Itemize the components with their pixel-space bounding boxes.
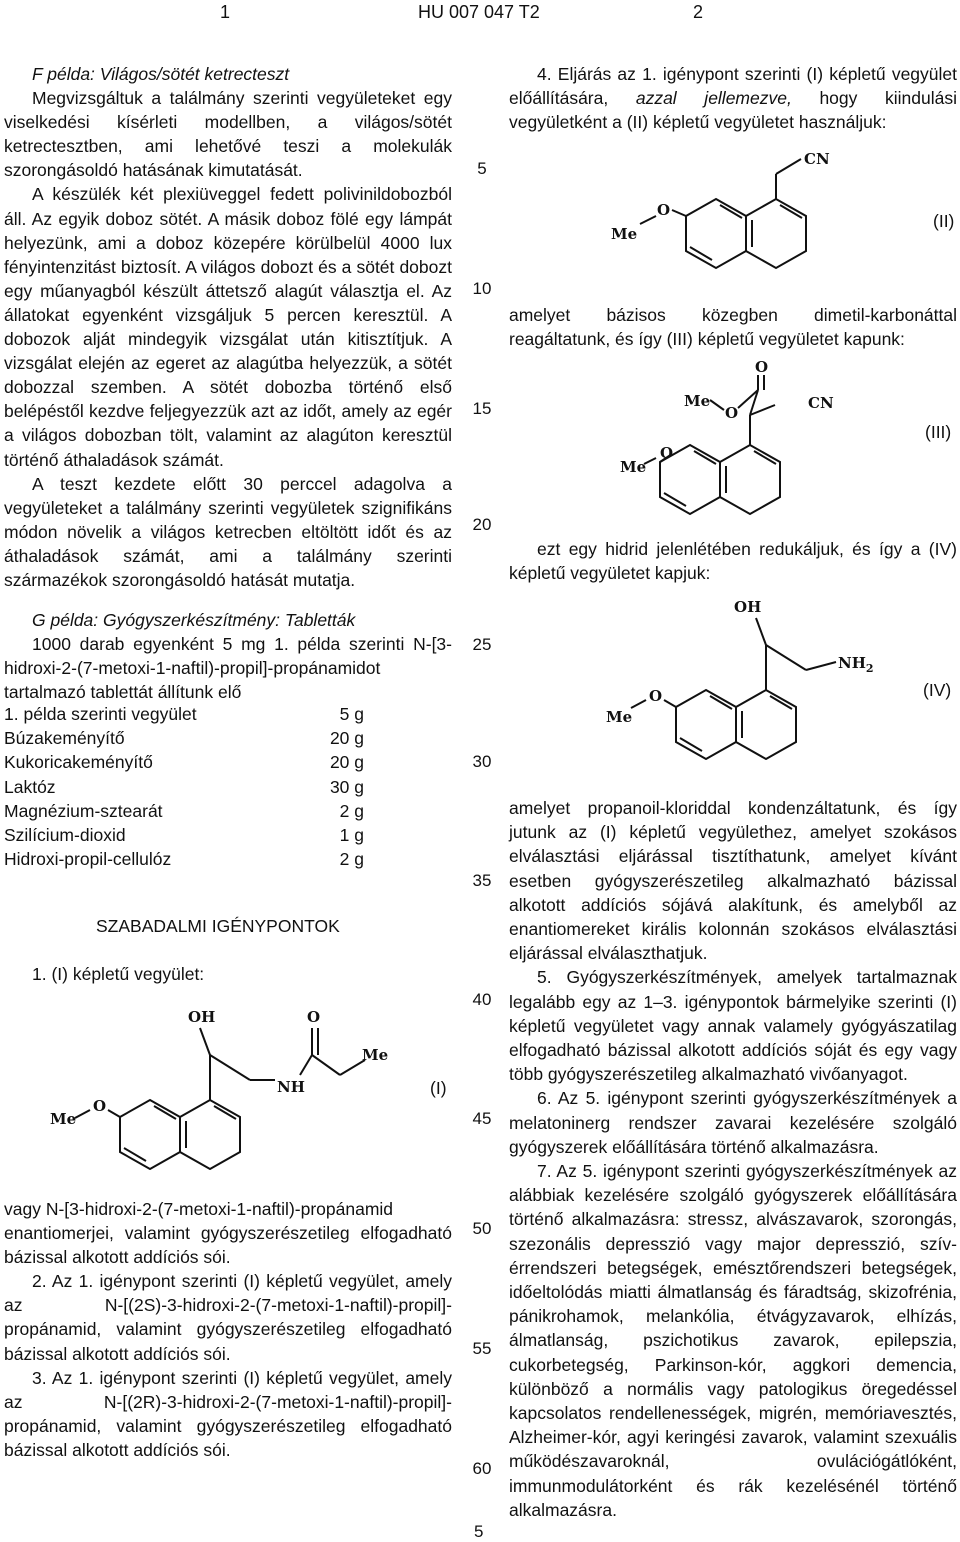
claim-3: 3. Az 1. igénypont szerinti (I) képletű vegyület, amely az N-[(2R)-3-hidroxi-2-(7-metoxi-1-naftil)-propil]-propánamid, valamint gyógyszerészetileg elfogadható bázissal alkotott addíciós sói.: [4, 1367, 452, 1460]
line-number: 50: [472, 1219, 492, 1238]
left-column-claims: [4, 1197, 452, 1462]
after-formula-IV-text: amelyet propanoil-kloriddal kondenzáltatunk, és így jutunk az (I) képletű vegyülethez, amelyet szokásos elválasztási eljárással tisztíthatunk, amelyet kívánt esetben gyógyszerészetileg alkalmazható bázissal alkotott addíciós sójává alakítunk, és amelyből az enantiomereket királis kolonnán szokásos elválasztási eljárással elválaszthatjuk.: [509, 798, 957, 964]
line-number: 15: [472, 399, 492, 418]
formula-III-label: (III): [925, 422, 952, 442]
page-number-right: 2: [693, 2, 704, 22]
line-number: 10: [472, 279, 492, 298]
example-f-paragraph-2: A készülék két plexiüveggel fedett polivinildobozból áll. Az egyik doboz sötét. A másik doboz fölé egy lámpát helyezünk, ami a doboz közepére körülbelül 4000 lux fényintenzitást biztosít. A világos dobozt és a sötét dobozt egy műanyagból készült áttetsző alagút választja el. Az állatokat egyenként vizsgáljuk 5 percen keresztül. A dobozok alját mindegyik vizsgálat után kitisztítjuk. A vizsgálat elején az egeret az alagútba helyezzük, a sötét dobozzal szemben. A sötét dobozba történő első belépéstől kezdve feljegyezzük azt az időt, amely az egér a világos dobozban tölt, valamint az alagúton keresztül történő áthaladások számát.: [4, 184, 452, 470]
ingredients-table: [4, 704, 364, 873]
ether-o-label: O: [93, 1097, 107, 1115]
structure-formula-III: [620, 360, 850, 520]
nh-label: NH: [277, 1078, 305, 1096]
line-number: 40: [472, 990, 492, 1009]
methyl-label: Me: [606, 708, 633, 726]
line-number: 35: [472, 871, 492, 890]
example-f-title: F példa: Világos/sötét ketrecteszt: [32, 64, 290, 84]
table-row: 1. példa szerinti vegyület 5 g: [4, 704, 364, 724]
structure-formula-IV: [606, 590, 906, 760]
example-f-paragraph-1: Megvizsgáltuk a találmány szerinti vegyületeket egy viselkedési kísérleti modellben, a világos/sötét ketrectesztben, ami lehetővé teszi a molekulák szorongásoldó hatásának kimutatását.: [4, 88, 452, 181]
claims-title: SZABADALMI IGÉNYPONTOK: [96, 916, 340, 936]
example-g-title: G példa: Gyógyszerkészítmény: Tabletták: [32, 610, 356, 630]
carbonyl-o-label: O: [755, 360, 769, 376]
right-column-claims: [509, 796, 957, 1522]
naphthalene-ring-left: [120, 1100, 180, 1169]
ester-o-label: O: [725, 404, 739, 422]
formula-IV-label: (IV): [923, 680, 952, 700]
ester-methyl-label: Me: [684, 392, 711, 410]
example-g-paragraph: 1000 darab egyenként 5 mg 1. példa szerinti N-[3-hidroxi-2-(7-metoxi-1-naftil)-propil]-propánamidot tartalmazó tablettát állítunk elő: [4, 634, 452, 703]
claim-5: 5. Gyógyszerkészítmények, amelyek tartalmaznak legalább egy az 1–3. igénypontok bármelyike szerinti (I) képletű vegyületet vagy annak valamely gyógyászatilag elfogadható bázissal alkotott addíciós sóját és egy vagy több gyógyszerészetileg alkalmazható vivőanyagot.: [509, 967, 957, 1085]
table-row: Kukoricakeményítő 20 g: [4, 752, 364, 773]
line-number: 25: [472, 635, 492, 654]
table-row: Hidroxi-propil-cellulóz 2 g: [4, 849, 364, 870]
claim-2: 2. Az 1. igénypont szerinti (I) képletű vegyület, amely az N-[(2S)-3-hidroxi-2-(7-metoxi-1-naftil)-propil]-propánamid, valamint gyógyszerészetileg elfogadható bázissal alkotott addíciós sói.: [4, 1271, 452, 1364]
table-row: Szilícium-dioxid 1 g: [4, 824, 364, 845]
cn-label: CN: [808, 394, 834, 412]
table-row: Búzakeményítő 20 g: [4, 728, 364, 749]
oh-label: OH: [188, 1008, 216, 1026]
ether-o-label: O: [660, 444, 674, 462]
ether-o-label: O: [657, 201, 671, 219]
methyl-tail-label: Me: [362, 1046, 389, 1064]
naphthalene-ring-right: [180, 1100, 240, 1169]
claim-7: 7. Az 5. igénypont szerinti gyógyszerkészítmények az alábbiak kezelésére szolgáló gyógyszerek előállítására történő alkalmazásra: stressz, alvászavarok, szorongás, szezonális depresszió vagy major depresszió, szív-érrendszeri betegségek, emésztőrendszeri betegségek, időeltolódás miatti álmatlanság és fáradtság, skizofrénia, pánikrohamok, melankólia, étvágyzavarok, elhízás, álmatlanság, pszichotikus zavarok, epilepszia, cukorbetegség, Parkinson-kór, aggkori demencia, különböző a normális vagy patologikus öregedéssel kapcsolatos rendellenességek, migrén, memóriavesztés, Alzheimer-kór, agyi keringési zavarok, valamint szexuális működészavaroknál, ovulációgátlóként, immunmodulátorként és rák kezelésénél történő alkalmazásra.: [509, 1161, 957, 1520]
formula-I-label: (I): [430, 1078, 447, 1098]
left-column-upper: [4, 62, 452, 592]
line-number: 30: [472, 752, 492, 771]
formula-II-label: (II): [933, 211, 955, 231]
document-id: HU 007 047 T2: [418, 2, 540, 22]
line-number: 55: [472, 1339, 492, 1358]
methyl-label: Me: [620, 458, 647, 476]
line-number: 20: [472, 515, 492, 534]
claim-1-rest-b: enantiomerjei, valamint gyógyszerészetileg elfogadható bázissal alkotott addíciós sói.: [4, 1223, 452, 1268]
structure-formula-II: [606, 144, 866, 294]
structure-formula-I: [50, 1000, 430, 1170]
carbonyl-o-label: O: [307, 1008, 321, 1026]
after-formula-II-text: amelyet bázisos közegben dimetil-karbonáttal reagáltatunk, és így (III) képletű vegyületet kapunk:: [509, 305, 957, 350]
claim-1-intro-block: [4, 962, 452, 986]
methyl-label: Me: [611, 225, 638, 243]
right-column-claim-4: [509, 62, 957, 134]
table-row: Magnézium-sztearát 2 g: [4, 800, 364, 821]
methoxy-me-label: Me: [50, 1110, 77, 1128]
page-number-left: 1: [220, 2, 231, 22]
oh-label: OH: [734, 598, 762, 616]
left-column-example-g: [4, 608, 452, 704]
after-formula-III-text: ezt egy hidrid jelenlétében redukáljuk, és így a (IV) képletű vegyületet kapjuk:: [509, 539, 957, 584]
nh2-label: $NH_2$: [838, 654, 874, 675]
line-number: 5: [477, 159, 487, 178]
claim-1-rest-a: vagy N-[3-hidroxi-2-(7-metoxi-1-naftil)-propánamid: [4, 1199, 394, 1219]
cn-label: CN: [804, 150, 830, 168]
claim-4-intro: 4. Eljárás az 1. igénypont szerinti (I) képletű vegyület előállítására, azzal jellemezve, hogy kiindulási vegyületként a (II) képletű vegyületet használjuk:: [509, 64, 957, 133]
ether-o-label: O: [649, 687, 663, 705]
right-column-after-III: [509, 537, 957, 585]
footer-page-number: 5: [474, 1522, 484, 1541]
example-f-paragraph-3: A teszt kezdete előtt 30 perccel adagolva a vegyületeket a találmány szerinti vegyületek szignifikáns módon növelik a világos ketrecben eltöltött időt és az áthaladások számát, ami a találmány szerinti származékok szorongásoldó hatását mutatja.: [4, 473, 452, 590]
line-number: 45: [472, 1109, 492, 1128]
right-column-after-II: [509, 303, 957, 351]
table-row: Laktóz 30 g: [4, 776, 364, 797]
claim-1-intro: 1. (I) képletű vegyület:: [32, 964, 205, 984]
claim-6: 6. Az 5. igénypont szerinti gyógyszerkészítmények a melatoninerg rendszer zavarai kezelésére szolgáló gyógyszerek előállítására történő alkalmazásra.: [509, 1088, 957, 1157]
line-number: 60: [472, 1459, 492, 1478]
